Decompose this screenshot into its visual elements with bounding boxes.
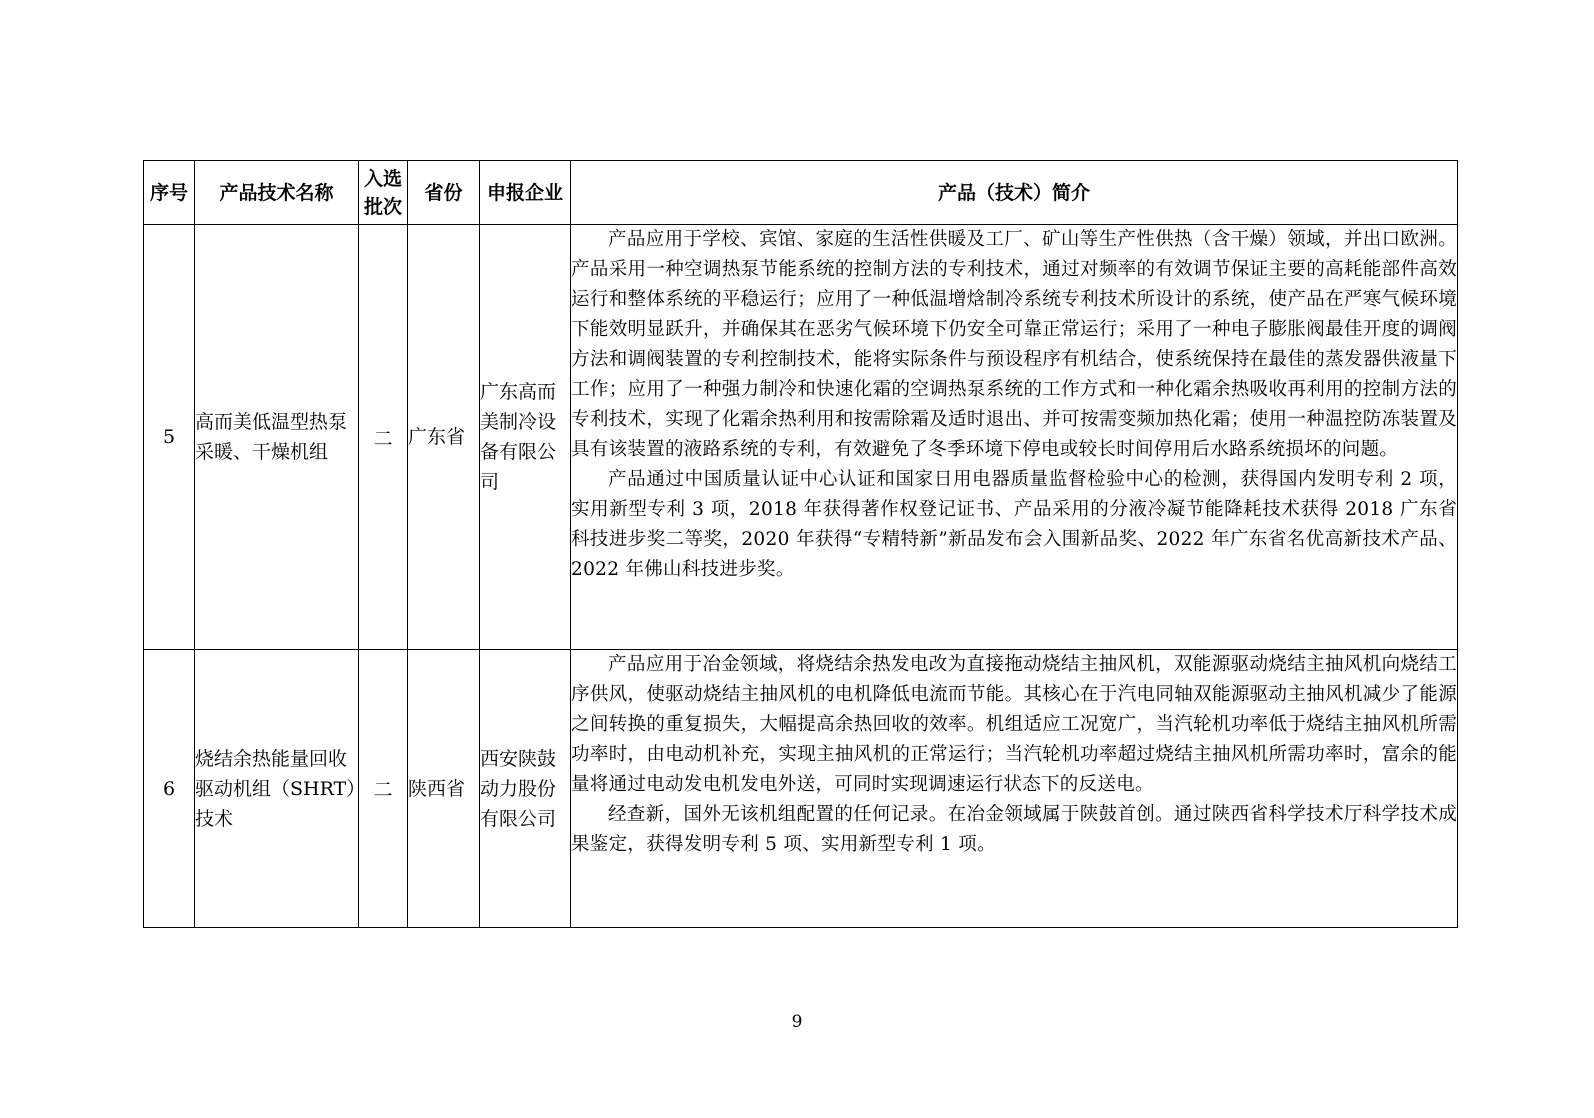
header-product-name: 产品技术名称 bbox=[195, 161, 359, 225]
table-row bbox=[144, 650, 1458, 928]
description-paragraph: 产品通过中国质量认证中心认证和国家日用电器质量监督检验中心的检测，获得国内发明专利 2 项，实用新型专利 3 项，2018 年获得著作权登记证书、产品采用的分液冷凝节能降耗技术获得 2018 广东省科技进步奖二等奖，2020 年获得“专精特新”新品发布会入围新品奖、2022 年广东省名优高新技术产品、2022 年佛山科技进步奖。 bbox=[571, 469, 1457, 580]
row-province: 广东省 bbox=[408, 225, 480, 650]
row-enterprise: 广东高而美制冷设备有限公司 bbox=[480, 225, 571, 650]
row-enterprise: 西安陕鼓动力股份有限公司 bbox=[480, 650, 571, 928]
description-paragraph: 经查新，国外无该机组配置的任何记录。在冶金领域属于陕鼓首创。通过陕西省科学技术厅科学技术成果鉴定，获得发明专利 5 项、实用新型专利 1 项。 bbox=[571, 804, 1457, 855]
description-paragraph: 产品应用于冶金领域，将烧结余热发电改为直接拖动烧结主抽风机，双能源驱动烧结主抽风机向烧结工序供风，使驱动烧结主抽风机的电机降低电流而节能。其核心在于汽电同轴双能源驱动主抽风机减少了能源之间转换的重复损失，大幅提高余热回收的效率。机组适应工况宽广，当汽轮机功率低于烧结主抽风机所需功率时，由电动机补充，实现主抽风机的正常运行；当汽轮机功率超过烧结主抽风机所需功率时，富余的能量将通过电动发电机发电外送，可同时实现调速运行状态下的反送电。 bbox=[571, 654, 1457, 795]
row-seq: 5 bbox=[144, 225, 195, 650]
header-enterprise: 申报企业 bbox=[480, 161, 571, 225]
row-batch: 二 bbox=[359, 650, 408, 928]
header-description: 产品（技术）简介 bbox=[571, 161, 1458, 225]
description-paragraph: 产品应用于学校、宾馆、家庭的生活性供暖及工厂、矿山等生产性供热（含干燥）领域，并出口欧洲。产品采用一种空调热泵节能系统的控制方法的专利技术，通过对频率的有效调节保证主要的高耗能部件高效运行和整体系统的平稳运行；应用了一种低温增焓制冷系统专利技术所设计的系统，使产品在严寒气候环境下能效明显跃升，并确保其在恶劣气候环境下仍安全可靠正常运行；采用了一种电子膨胀阀最佳开度的调阀方法和调阀装置的专利控制技术，能将实际条件与预设程序有机结合，使系统保持在最佳的蒸发器供液量下工作；应用了一种强力制冷和快速化霜的空调热泵系统的工作方式和一种化霜余热吸收再利用的控制方法的专利技术，实现了化霜余热利用和按需除霜及适时退出、并可按需变频加热化霜；使用一种温控防冻装置及具有该装置的液路系统的专利，有效避免了冬季环境下停电或较长时间停用后水路系统损坏的问题。 bbox=[571, 229, 1457, 460]
page-number: 9 bbox=[791, 1012, 803, 1032]
row-description bbox=[571, 650, 1458, 928]
row-description bbox=[571, 225, 1458, 650]
header-seq: 序号 bbox=[144, 161, 195, 225]
product-table bbox=[143, 160, 1458, 928]
table-row bbox=[144, 225, 1458, 650]
row-batch: 二 bbox=[359, 225, 408, 650]
header-province: 省份 bbox=[408, 161, 480, 225]
header-batch: 入选批次 bbox=[359, 161, 408, 225]
row-product-name: 高而美低温型热泵采暖、干燥机组 bbox=[195, 225, 359, 650]
header-row bbox=[144, 161, 1458, 225]
row-province: 陕西省 bbox=[408, 650, 480, 928]
row-product-name: 烧结余热能量回收驱动机组（SHRT）技术 bbox=[195, 650, 359, 928]
row-seq: 6 bbox=[144, 650, 195, 928]
